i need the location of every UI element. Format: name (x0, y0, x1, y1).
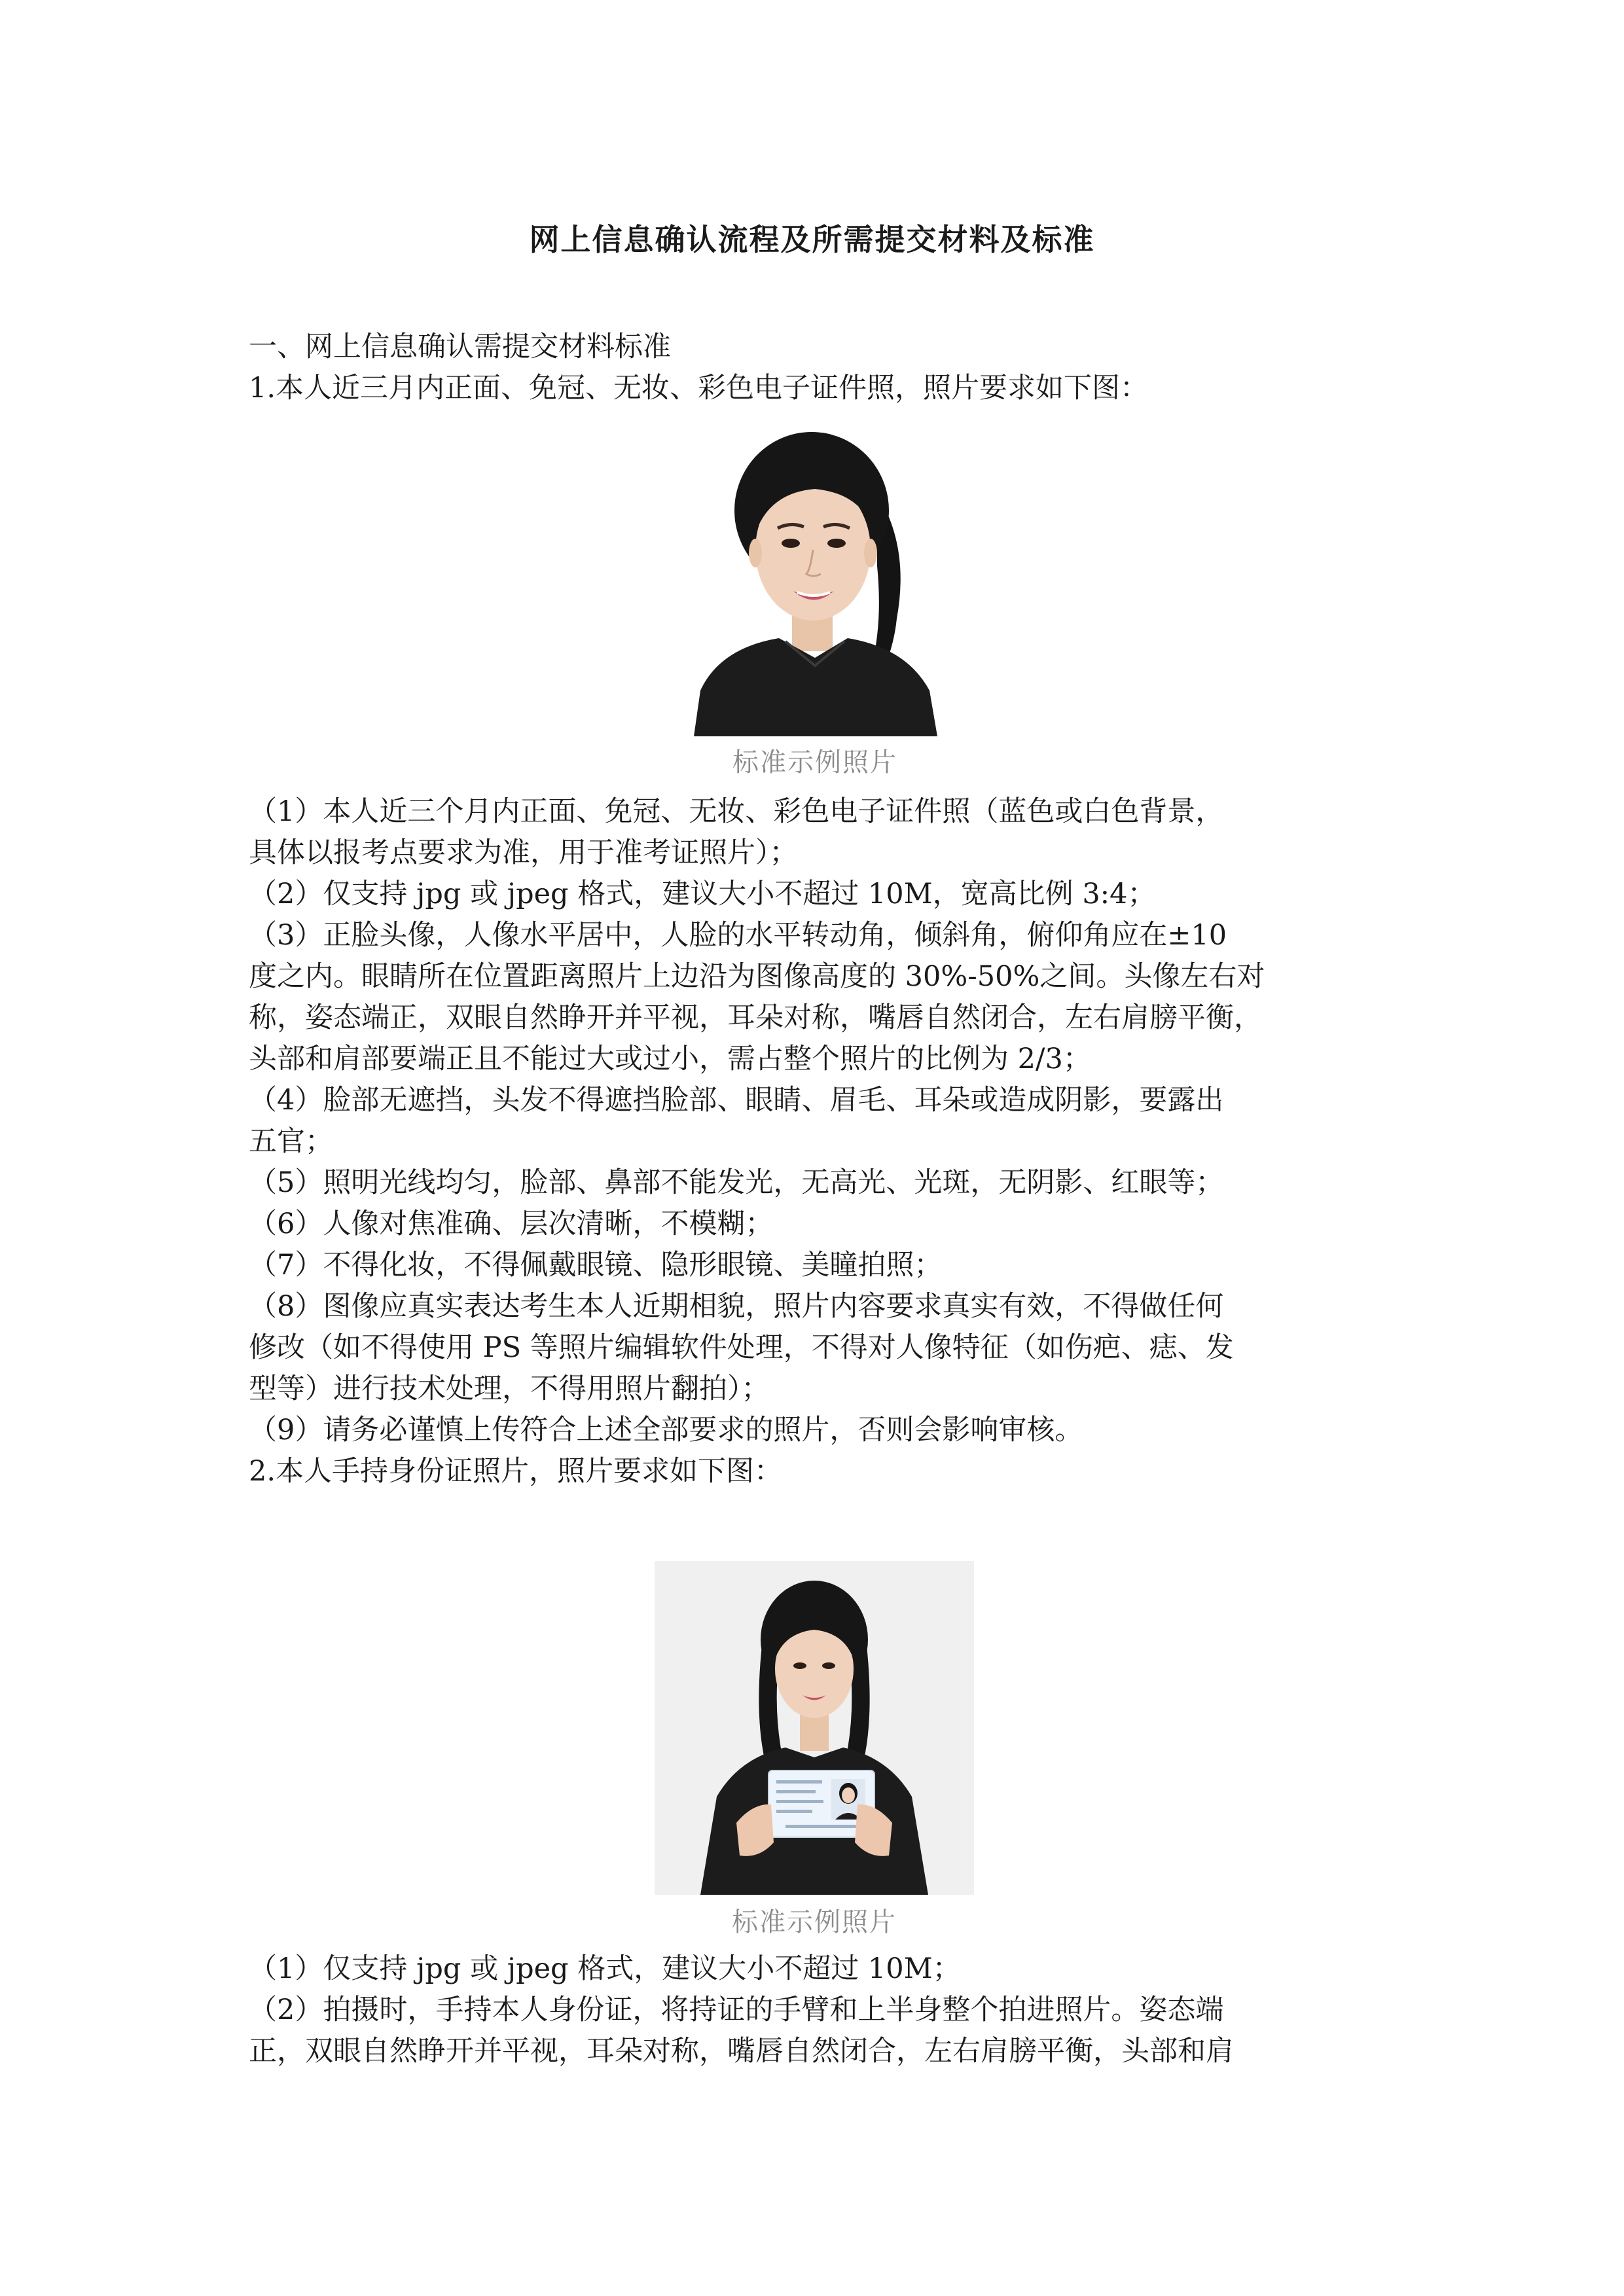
item1-line-6: 称，姿态端正，双眼自然睁开并平视，耳朵对称，嘴唇自然闭合，左右肩膀平衡， (249, 1001, 1262, 1034)
item1-line-14: 修改（如不得使用 PS 等照片编辑软件处理，不得对人像特征（如伤疤、痣、发 (249, 1331, 1234, 1364)
holding-id-photo (655, 1561, 974, 1895)
item1-line-16: （9）请务必谨慎上传符合上述全部要求的照片，否则会影响审核。 (249, 1414, 1083, 1446)
page-title: 网上信息确认流程及所需提交材料及标准 (529, 222, 1095, 257)
item1-line-2: 具体以报考点要求为准，用于准考证照片）； (249, 836, 798, 869)
item1-line-1: （1）本人近三个月内正面、免冠、无妆、彩色电子证件照（蓝色或白色背景， (249, 795, 1224, 828)
item2-line-3: 正，双眼自然睁开并平视，耳朵对称，嘴唇自然闭合，左右肩膀平衡，头部和肩 (249, 2035, 1234, 2068)
item1-line-4: （3）正脸头像，人像水平居中，人脸的水平转动角，倾斜角，俯仰角应在±10 (249, 919, 1227, 952)
item2-line-2: （2）拍摄时，手持本人身份证，将持证的手臂和上半身整个拍进照片。姿态端 (249, 1994, 1224, 2026)
photo-caption-2: 标准示例照片 (732, 1907, 897, 1937)
item1-line-9: 五官； (249, 1125, 333, 1158)
item2-heading: 2.本人手持身份证照片，照片要求如下图： (249, 1455, 783, 1488)
item1-line-11: （6）人像对焦准确、层次清晰，不模糊； (249, 1208, 774, 1240)
photo-caption-1: 标准示例照片 (732, 747, 897, 778)
item1-line-5: 度之内。眼睛所在位置距离照片上边沿为图像高度的 30%-50%之间。头像左右对 (249, 960, 1265, 993)
item1-line-13: （8）图像应真实表达考生本人近期相貌，照片内容要求真实有效，不得做任何 (249, 1290, 1224, 1323)
item1-line-7: 头部和肩部要端正且不能过大或过小，需占整个照片的比例为 2/3； (249, 1043, 1091, 1075)
standard-id-photo (681, 422, 949, 736)
item1-line-8: （4）脸部无遮挡，头发不得遮挡脸部、眼睛、眉毛、耳朵或造成阴影，要露出 (249, 1084, 1224, 1117)
item1-line-10: （5）照明光线均匀，脸部、鼻部不能发光，无高光、光斑，无阴影、红眼等； (249, 1166, 1224, 1199)
item1-line-3: （2）仅支持 jpg 或 jpeg 格式，建议大小不超过 10M，宽高比例 3:4； (249, 878, 1156, 910)
section-heading: 一、网上信息确认需提交材料标准 (249, 331, 671, 363)
item1-line-12: （7）不得化妆，不得佩戴眼镜、隐形眼镜、美瞳拍照； (249, 1249, 943, 1282)
item2-line-1: （1）仅支持 jpg 或 jpeg 格式，建议大小不超过 10M； (249, 1952, 961, 1985)
item1-heading: 1.本人近三月内正面、免冠、无妆、彩色电子证件照，照片要求如下图： (249, 372, 1149, 404)
item1-line-15: 型等）进行技术处理，不得用照片翻拍）； (249, 1372, 770, 1405)
